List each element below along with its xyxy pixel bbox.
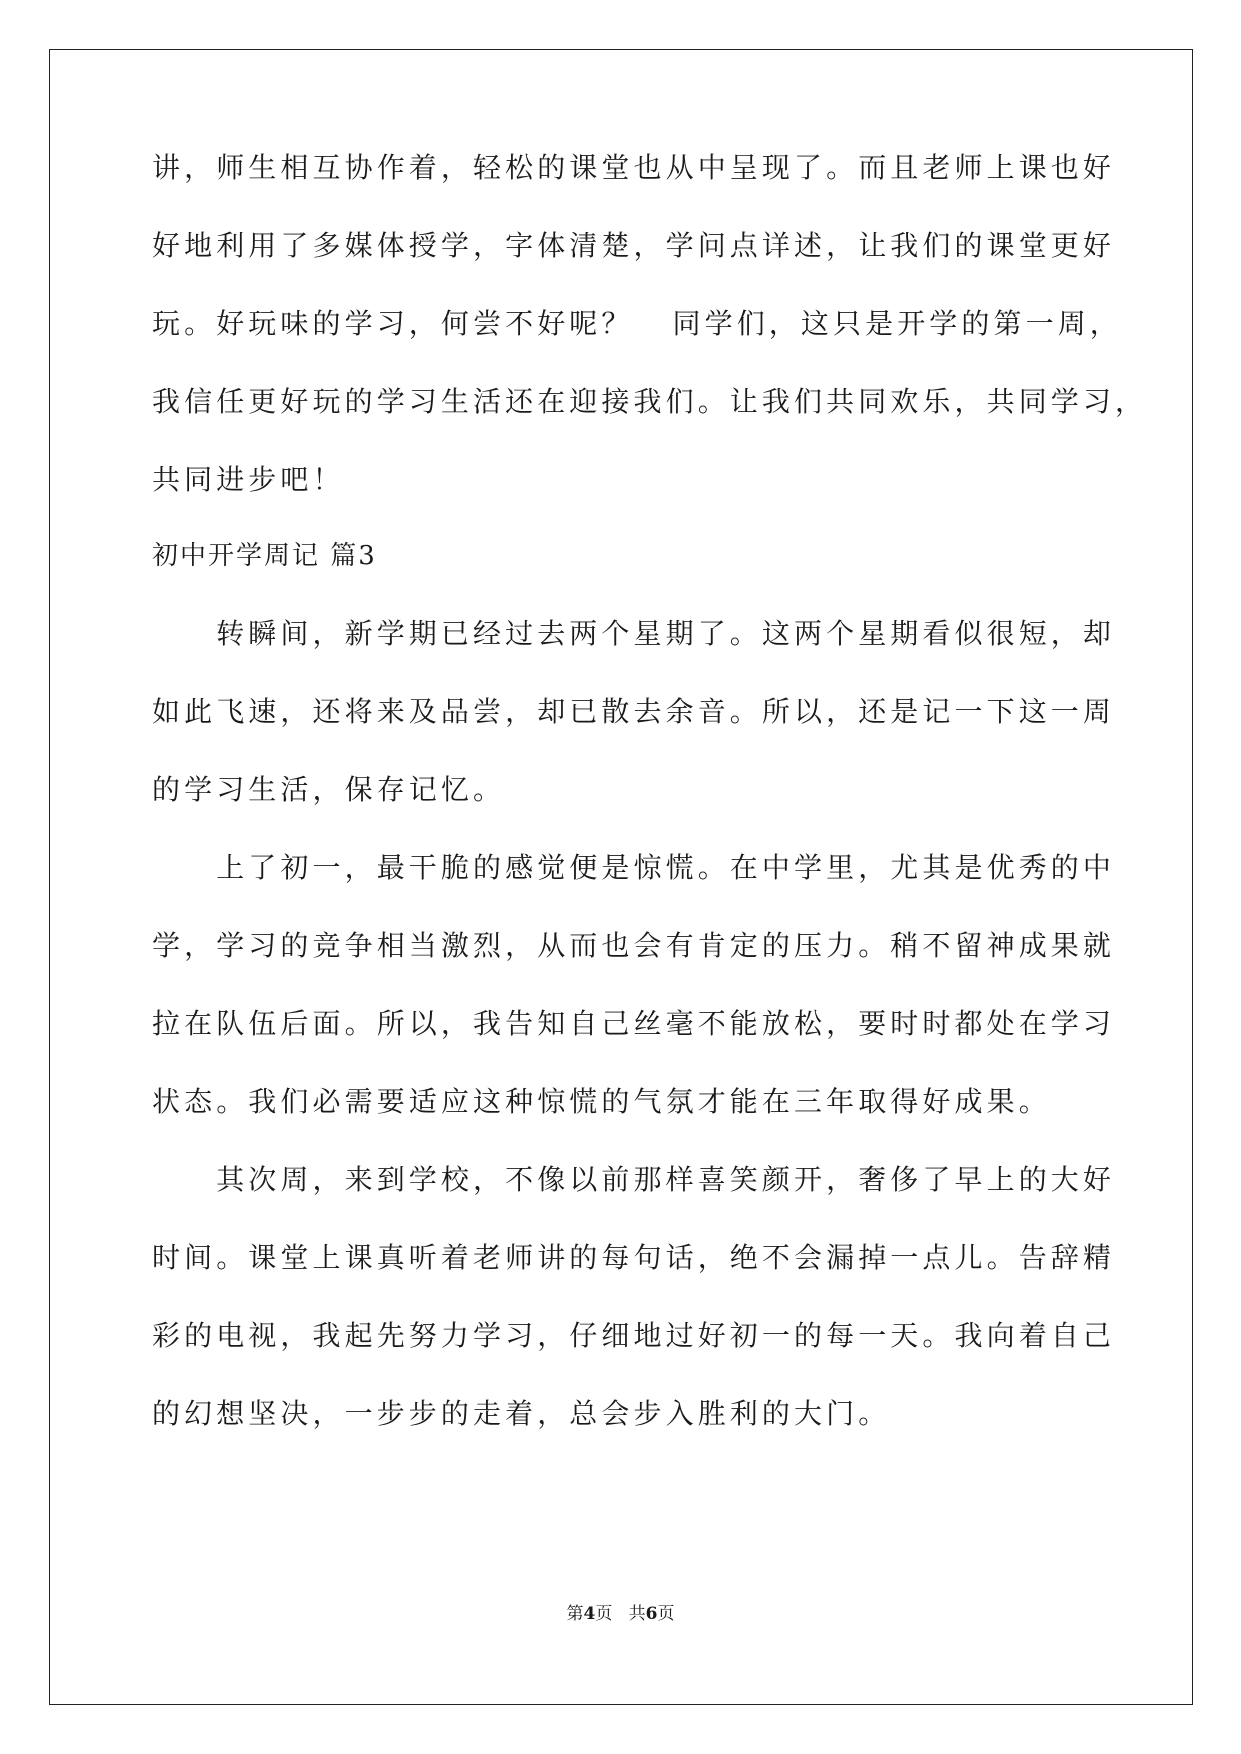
body-line: 玩。好玩味的学习，何尝不好呢？ 同学们，这只是开学的第一周，: [152, 307, 1122, 340]
page-mid: 页 共: [595, 1604, 646, 1624]
body-line: 如此飞速，还将来及品尝，却已散去余音。所以，还是记一下这一周: [152, 695, 1116, 728]
body-line: 学，学习的竞争相当激烈，从而也会有肯定的压力。稍不留神成果就: [152, 929, 1116, 962]
body-line: 好地利用了多媒体授学，字体清楚，学问点详述，让我们的课堂更好: [152, 229, 1116, 262]
body-line: 拉在队伍后面。所以，我告知自己丝毫不能放松，要时时都处在学习: [152, 1007, 1116, 1040]
body-line: 我信任更好玩的学习生活还在迎接我们。让我们共同欢乐，共同学习，: [152, 385, 1148, 418]
section-heading: 初中开学周记 篇3: [152, 541, 377, 571]
body-line: 的学习生活，保存记忆。: [152, 773, 506, 806]
body-line: 讲，师生相互协作着，轻松的课堂也从中呈现了。而且老师上课也好: [152, 151, 1116, 184]
page-prefix: 第: [566, 1604, 584, 1624]
body-line: 共同进步吧！: [152, 463, 345, 496]
body-line: 彩的电视，我起先努力学习，仔细地过好初一的每一天。我向着自己: [152, 1319, 1116, 1352]
page-suffix: 页: [657, 1604, 675, 1624]
page-current: 4: [583, 1604, 596, 1624]
body-line: 的幻想坚决，一步步的走着，总会步入胜利的大门。: [152, 1397, 891, 1430]
body-line: 状态。我们必需要适应这种惊慌的气氛才能在三年取得好成果。: [152, 1085, 1051, 1118]
page-footer: [0, 1602, 1241, 1626]
body-line: 转瞬间，新学期已经过去两个星期了。这两个星期看似很短，却: [152, 617, 1116, 650]
page-total: 6: [645, 1604, 658, 1624]
body-line: 上了初一，最干脆的感觉便是惊慌。在中学里，尤其是优秀的中: [152, 851, 1116, 884]
body-line: 时间。课堂上课真听着老师讲的每句话，绝不会漏掉一点儿。告辞精: [152, 1241, 1116, 1274]
body-line: 其次周，来到学校，不像以前那样喜笑颜开，奢侈了早上的大好: [152, 1163, 1116, 1196]
